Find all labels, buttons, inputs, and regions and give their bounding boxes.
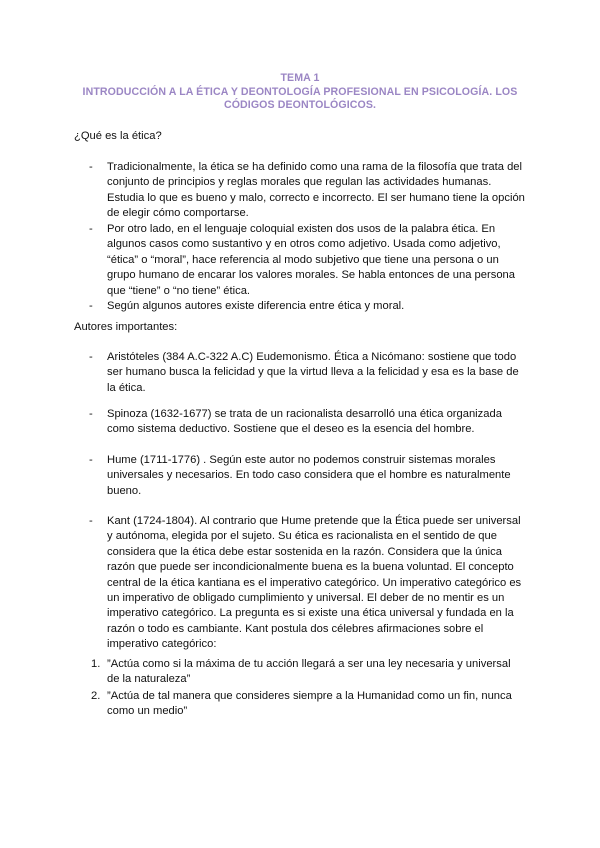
bullet-dash: - xyxy=(89,408,93,420)
list-item xyxy=(0,222,600,299)
authors-heading: Autores importantes: xyxy=(74,321,178,333)
list-item-text: Tradicionalmente, la ética se ha definido como una rama de la filosofía que trata del conjunto de principios y reglas morales que regulan las actividades humanas. Estudia lo que es bueno y malo, correcto e incorrecto. El ser humano tiene la opción de elegir cómo comportarse. xyxy=(107,161,525,220)
list-item xyxy=(0,350,600,407)
document-title: INTRODUCCIÓN A LA ÉTICA Y DEONTOLOGÍA PROFESIONAL EN PSICOLOGÍA. LOS CÓDIGOS DEONTOLÓGICOS. xyxy=(82,85,518,111)
list-item-text: Hume (1711-1776) . Según este autor no podemos construir sistemas morales universales y necesarios. En todo caso considera que el hombre es naturalmente bueno. xyxy=(107,454,511,497)
list-item-text: ”Actúa como si la máxima de tu acción llegará a ser una ley necesaria y universal de la naturaleza” xyxy=(107,658,511,686)
document-header xyxy=(70,72,530,113)
list-item xyxy=(0,299,600,315)
tema-label: TEMA 1 xyxy=(280,72,320,84)
bullet-dash: - xyxy=(89,223,93,235)
authors-list xyxy=(0,350,600,407)
ethics-list xyxy=(0,160,600,315)
authors-list xyxy=(0,407,600,447)
bullet-dash: - xyxy=(89,300,93,312)
bullet-dash: - xyxy=(89,515,93,527)
list-item-text: Por otro lado, en el lenguaje coloquial existen dos usos de la palabra ética. En algunos casos como sustantivo y en otros como adjetivo. Usada como adjetivo, “ética” o “moral”, hace referencia al modo subjetivo que tiene una persona o un grupo humano de encarar los valores morales. Se habla entonces de una persona que “tiene” o “no tiene” ética. xyxy=(107,223,515,297)
list-item-text: Según algunos autores existe diferencia entre ética y moral. xyxy=(107,300,405,312)
list-item xyxy=(0,514,600,654)
list-item xyxy=(0,160,600,222)
list-item-text: Spinoza (1632-1677) se trata de un racionalista desarrolló una ética organizada como sistema deductivo. Sostiene que el deseo es la esencia del hombre. xyxy=(107,408,502,436)
authors-list xyxy=(0,453,600,503)
bullet-dash: - xyxy=(89,161,93,173)
list-number: 2. xyxy=(91,690,101,702)
list-item xyxy=(0,689,600,721)
bullet-dash: - xyxy=(89,351,93,363)
list-item xyxy=(0,453,600,503)
maxims-list xyxy=(0,657,600,721)
list-item-text: Aristóteles (384 A.C-322 A.C) Eudemonismo. Ética a Nicómano: sostiene que todo ser humano busca la felicidad y que la virtud lleva a la felicidad y esa es la base de la ética. xyxy=(107,351,519,394)
bullet-dash: - xyxy=(89,454,93,466)
question-heading: ¿Qué es la ética? xyxy=(74,130,162,142)
list-item-text: ”Actúa de tal manera que consideres siempre a la Humanidad como un fin, nunca como un medio” xyxy=(107,690,512,718)
list-item xyxy=(0,657,600,689)
list-item-text: Kant (1724-1804). Al contrario que Hume pretende que la Ética puede ser universal y autónoma, elegida por el sujeto. Su ética es racionalista en el sentido de que considera que la ética debe estar sostenida en la razón. Considera que la única razón que puede ser incondicionalmente buena es la buena voluntad. El concepto central de la ética kantiana es el imperativo categórico. Un imperativo categórico es un imperativo de obligado cumplimiento y universal. El deber de no mentir es un imperativo categórico. La pregunta es si existe una ética universal y fundada en la razón o todo es cambiante. Kant postula dos célebres afirmaciones sobre el imperativo categórico: xyxy=(107,515,522,651)
authors-list xyxy=(0,514,600,654)
list-item xyxy=(0,407,600,447)
list-number: 1. xyxy=(91,658,101,670)
